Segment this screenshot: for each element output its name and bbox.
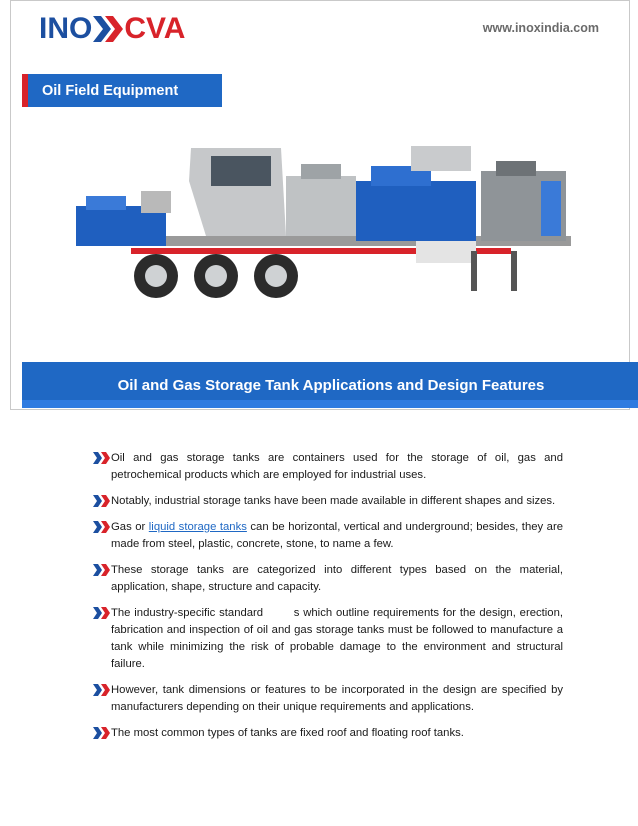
- list-item: [93, 562, 563, 596]
- list-item: [93, 493, 563, 510]
- list-item: [93, 450, 563, 484]
- x-bullet-icon: [93, 684, 111, 696]
- liquid-storage-tanks-link[interactable]: liquid storage tanks: [148, 521, 247, 533]
- list-item-text: Notably, industrial storage tanks have been made available in different shapes and sizes.: [111, 495, 556, 507]
- logo-text-right: CVA: [124, 12, 186, 45]
- website-link[interactable]: www.inoxindia.com: [482, 21, 599, 35]
- header-panel: [10, 0, 630, 410]
- category-label: Oil Field Equipment: [42, 82, 179, 99]
- x-bullet-icon: [93, 521, 111, 533]
- list-item-text: Oil and gas storage tanks are containers used for the storage of oil, gas and petrochemical products which are employed for industrial uses.: [111, 452, 563, 481]
- page-title: Oil and Gas Storage Tank Applications and Design Features: [117, 376, 545, 394]
- list-item-text: [111, 519, 563, 553]
- list-item: [93, 605, 567, 673]
- title-band: [22, 362, 638, 410]
- list-item-text: The most common types of tanks are fixed roof and floating roof tanks.: [111, 727, 464, 739]
- x-bullet-icon: [93, 727, 111, 739]
- company-logo: [39, 11, 185, 47]
- bullet-list: [93, 450, 567, 751]
- list-item: [93, 725, 563, 742]
- list-item: [93, 682, 563, 716]
- list-item-text: These storage tanks are categorized into different types based on the material, application, shape, structure and capacity.: [111, 564, 563, 593]
- category-banner: [22, 74, 222, 107]
- x-bullet-icon: [93, 607, 111, 619]
- x-bullet-icon: [93, 564, 111, 576]
- list-item-text-pre: Gas or: [111, 521, 149, 533]
- x-bullet-icon: [93, 495, 111, 507]
- list-item-text: However, tank dimensions or features to be incorporated in the design are specified by manufacturers depending on their unique requirements and applications.: [111, 684, 563, 713]
- list-item: [93, 519, 563, 553]
- list-item-text-post: can be horizontal, vertical and underground; besides, they are made from steel, plastic, concrete, stone, to name a few.: [111, 521, 563, 550]
- logo-text-left: INO: [39, 12, 93, 45]
- oil-field-truck-image: [71, 136, 591, 316]
- x-bullet-icon: [93, 452, 111, 464]
- logo-x-icon: [93, 16, 123, 42]
- list-item-text: The industry-specific standard s which outline requirements for the design, erection, fabrication and inspection of oil and gas storage tanks must be followed to manufacture a tank while minimizing the risk of probable damage to the environment and structural failure.: [111, 607, 567, 670]
